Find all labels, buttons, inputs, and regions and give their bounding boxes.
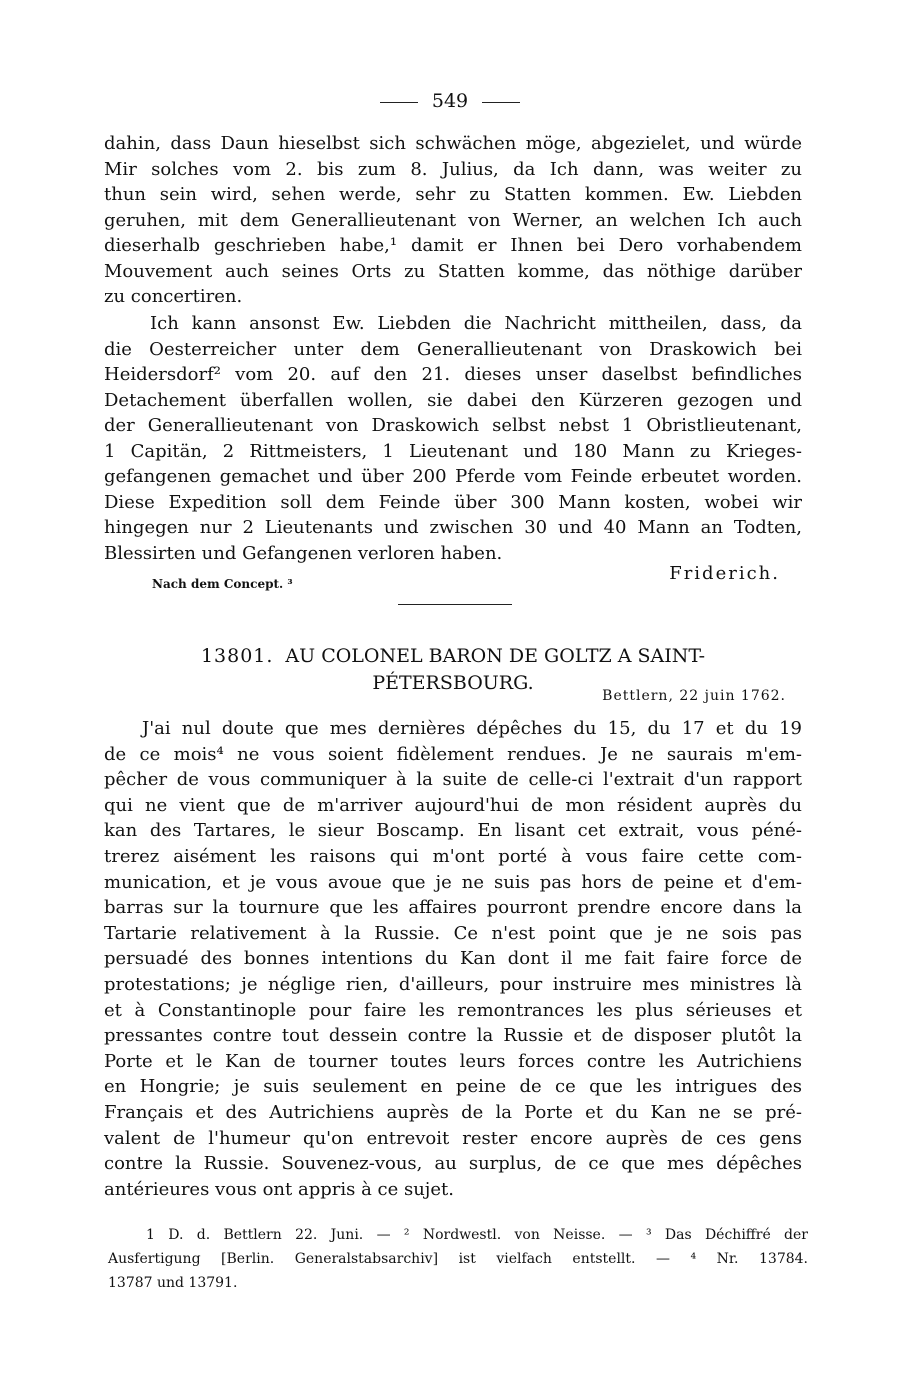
paragraph-2 <box>104 311 802 566</box>
footnotes <box>108 1223 808 1295</box>
footnote-line: Ausfertigung [Berlin. Generalstabsarchiv] ist vielfach entstellt. — ⁴ Nr. 13784. <box>108 1251 808 1267</box>
text-line: Tartarie relativement à la Russie. Ce n'est point que je ne sois pas <box>104 922 802 944</box>
text-line: protestations; je néglige rien, d'ailleurs, pour instruire mes ministres là <box>104 973 802 995</box>
text-line: pêcher de vous communiquer à la suite de celle-ci l'extrait d'un rapport <box>104 769 802 791</box>
text-line: Heidersdorf² vom 20. auf den 21. dieses unser daselbst befindliches <box>104 364 802 385</box>
header-rule-left <box>380 102 418 103</box>
text-line: qui ne vient que de m'arriver aujourd'hui de mon résident auprès du <box>104 794 802 816</box>
paragraph-3 <box>104 716 802 1202</box>
letter-number: 13801. <box>200 645 274 667</box>
text-line: en Hongrie; je suis seulement en peine de ce que les intrigues des <box>104 1076 802 1098</box>
text-line: gefangenen gemachet und über 200 Pferde vom Feinde erbeutet worden. <box>104 466 802 487</box>
text-line: geruhen, mit dem Generallieutenant von Werner, an welchen Ich auch <box>104 209 802 231</box>
letter-title-line-1: AU COLONEL BARON DE GOLTZ A SAINT- <box>285 645 706 667</box>
text-line: dieserhalb geschrieben habe,¹ damit er Ihnen bei Dero vorhabendem <box>104 235 802 256</box>
footnote-line: 1 D. d. Bettlern 22. Juni. — ² Nordwestl. von Neisse. — ³ Das Déchiffré der <box>146 1227 808 1243</box>
text-line: antérieures vous ont appris à ce sujet. <box>104 1178 454 1200</box>
place-date: Bettlern, 22 juin 1762. <box>602 688 786 704</box>
text-line: munication, et je vous avoue que je ne suis pas hors de peine et d'em- <box>104 871 802 893</box>
text-line: pressantes contre tout dessein contre la Russie et de disposer plutôt la <box>104 1025 802 1047</box>
text-line: zu concertiren. <box>104 286 243 307</box>
text-line: Detachement überfallen wollen, sie dabei den Kürzeren gezogen und <box>104 389 802 411</box>
section-divider <box>398 604 512 605</box>
paragraph-1 <box>104 131 802 310</box>
text-line: dahin, dass Daun hieselbst sich schwächen möge, abgezielet, und würde <box>104 133 802 154</box>
text-line: die Oesterreicher unter dem Generallieutenant von Draskowich bei <box>104 338 802 360</box>
text-line: trerez aisément les raisons qui m'ont porté à vous faire cette com- <box>104 845 802 867</box>
page-header <box>0 90 900 112</box>
text-line: thun sein wird, sehen werde, sehr zu Statten kommen. Ew. Liebden <box>104 184 802 205</box>
text-line: persuadé des bonnes intentions du Kan dont il me fait faire force de <box>104 948 802 970</box>
text-line: 1 Capitän, 2 Rittmeisters, 1 Lieutenant und 180 Mann zu Krieges- <box>104 440 802 462</box>
text-line: de ce mois⁴ ne vous soient fidèlement rendues. Je ne saurais m'em- <box>104 743 802 765</box>
text-line: contre la Russie. Souvenez-vous, au surplus, de ce que mes dépêches <box>104 1153 802 1175</box>
text-line: barras sur la tournure que les affaires pourront prendre encore dans la <box>104 897 802 919</box>
source-note: Nach dem Concept. ³ <box>152 577 293 591</box>
text-line: hingegen nur 2 Lieutenants und zwischen 30 und 40 Mann an Todten, <box>104 517 802 538</box>
signature: Friderich. <box>669 563 780 584</box>
text-line: J'ai nul doute que mes dernières dépêches du 15, du 17 et du 19 <box>142 718 802 739</box>
letter-title-line-2: PÉTERSBOURG. <box>372 672 534 694</box>
footnote-line: 13787 und 13791. <box>108 1275 238 1291</box>
text-line: Porte et le Kan de tourner toutes leurs forces contre les Autrichiens <box>104 1050 802 1072</box>
text-line: kan des Tartares, le sieur Boscamp. En lisant cet extrait, vous péné- <box>104 820 802 842</box>
text-line: Mouvement auch seines Orts zu Statten komme, das nöthige darüber <box>104 260 802 282</box>
text-line: Mir solches vom 2. bis zum 8. Julius, da Ich dann, was weiter zu <box>104 158 802 180</box>
page-number: 549 <box>431 90 469 112</box>
closing-line <box>104 563 802 593</box>
text-line: Ich kann ansonst Ew. Liebden die Nachricht mittheilen, dass, da <box>150 313 802 334</box>
header-rule-right <box>482 102 520 103</box>
text-line: der Generallieutenant von Draskowich selbst nebst 1 Obristlieutenant, <box>104 415 802 436</box>
text-line: Français et des Autrichiens auprès de la Porte et du Kan ne se pré- <box>104 1101 802 1123</box>
text-line: Blessirten und Gefangenen verloren haben. <box>104 542 503 564</box>
text-line: valent de l'humeur qu'on entrevoit rester encore auprès de ces gens <box>104 1127 802 1149</box>
text-line: et à Constantinople pour faire les remontrances les plus sérieuses et <box>104 999 802 1021</box>
text-line: Diese Expedition soll dem Feinde über 300 Mann kosten, wobei wir <box>104 491 802 513</box>
